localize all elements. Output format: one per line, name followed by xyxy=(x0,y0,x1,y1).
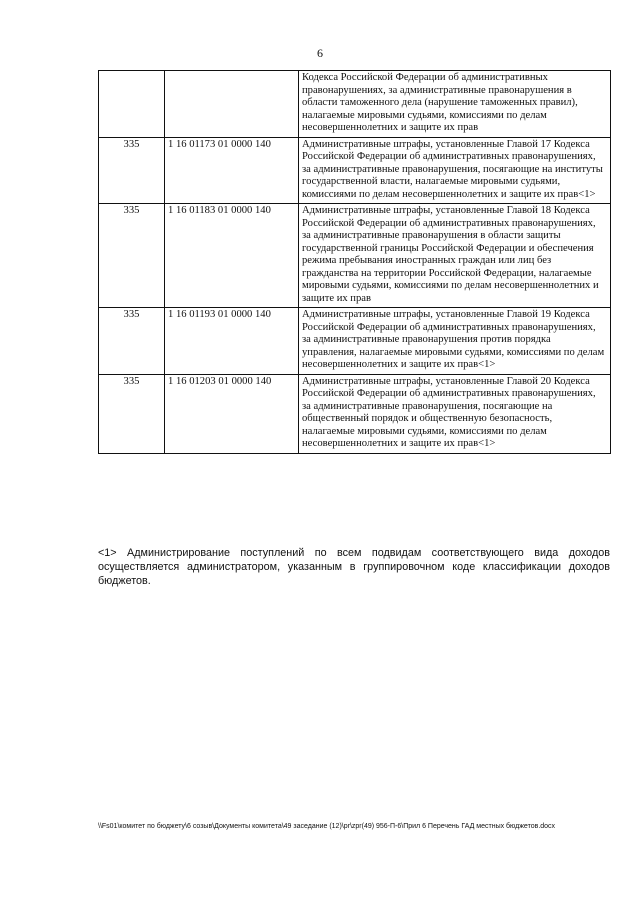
table-row xyxy=(99,374,611,453)
kbk-code-cell: 1 16 01193 01 0000 140 xyxy=(165,308,299,375)
table-row xyxy=(99,71,611,138)
footnote: <1> Администрирование поступлений по всем подвидам соответствующего вида доходов осуществляется администратором, указанным в группировочном коде классификации доходов бюджетов. xyxy=(98,547,610,587)
admin-code-cell: 335 xyxy=(99,308,165,375)
table-row xyxy=(99,137,611,204)
page-number: 6 xyxy=(317,46,323,60)
document-file-path: \\Fs01\комитет по бюджету\6 созыв\Документы комитета\49 заседание (12)\pr\zpr(49) 956-П-6\Прил 6 Перечень ГАД местных бюджетов.docx xyxy=(98,823,556,830)
admin-code-cell: 335 xyxy=(99,374,165,453)
kbk-code-cell: 1 16 01203 01 0000 140 xyxy=(165,374,299,453)
description-cell: Административные штрафы, установленные Главой 17 Кодекса Российской Федерации об административных правонарушениях, за административные правонарушения, посягающие на институты государственной власти, налагаемые мировыми судьями, комиссиями по делам несовершеннолетних и защите их прав<1> xyxy=(299,137,611,204)
table-row xyxy=(99,204,611,308)
admin-code-cell: 335 xyxy=(99,204,165,308)
admin-code-cell xyxy=(99,71,165,138)
description-cell: Административные штрафы, установленные Главой 18 Кодекса Российской Федерации об административных правонарушениях, за административные правонарушения в области защиты государственной границы Российской Федерации и обеспечения режима пребывания иностранных граждан или лиц без гражданства на территории Российской Федерации, налагаемые мировыми судьями, комиссиями по делам несовершеннолетних и защите их прав xyxy=(299,204,611,308)
description-cell: Административные штрафы, установленные Главой 19 Кодекса Российской Федерации об административных правонарушениях, за административные правонарушения против порядка управления, налагаемые мировыми судьями, комиссиями по делам несовершеннолетних и защите их прав<1> xyxy=(299,308,611,375)
kbk-code-cell: 1 16 01173 01 0000 140 xyxy=(165,137,299,204)
admin-code-cell: 335 xyxy=(99,137,165,204)
revenue-codes-table xyxy=(98,70,611,454)
description-cell: Административные штрафы, установленные Главой 20 Кодекса Российской Федерации об административных правонарушениях, за административные правонарушения, посягающие на общественный порядок и общественную безопасность, налагаемые мировыми судьями, комиссиями по делам несовершеннолетних и защите их прав<1> xyxy=(299,374,611,453)
kbk-code-cell xyxy=(165,71,299,138)
description-cell: Кодекса Российской Федерации об административных правонарушениях, за административные правонарушения в области таможенного дела (нарушение таможенных правил), налагаемые мировыми судьями, комиссиями по делам несовершеннолетних и защите их прав xyxy=(299,71,611,138)
table-row xyxy=(99,308,611,375)
kbk-code-cell: 1 16 01183 01 0000 140 xyxy=(165,204,299,308)
